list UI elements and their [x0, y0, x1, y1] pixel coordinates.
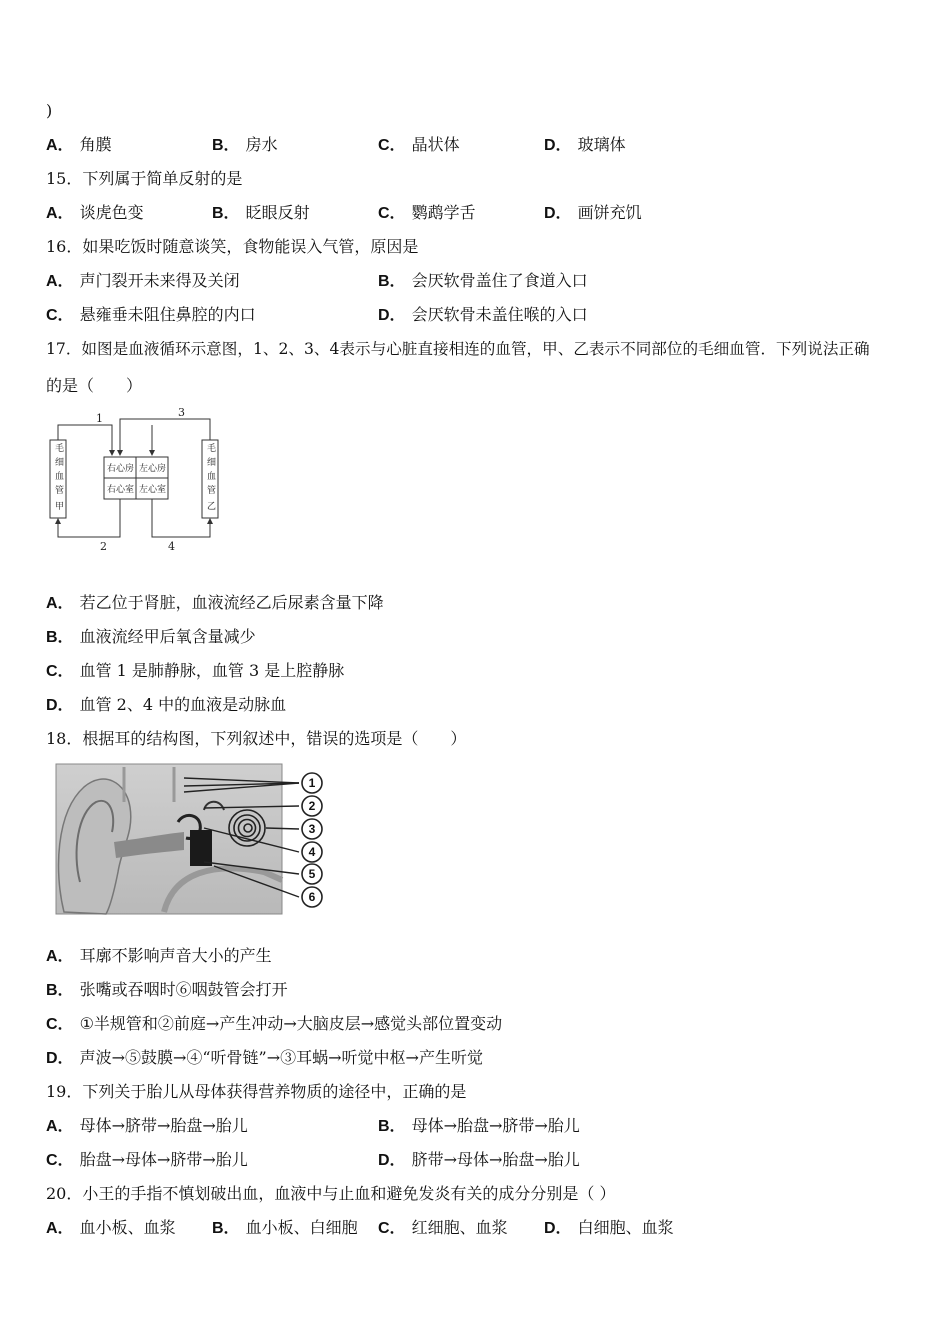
left-box-char-2: 细 [55, 458, 65, 468]
ear-label-5-text: 5 [308, 867, 316, 881]
right-box-char-5: 乙 [207, 502, 217, 512]
vessel-label-2: 2 [100, 540, 107, 553]
q15-stem: 15．下列属于简单反射的是 [46, 169, 243, 188]
ear-label-2-text: 2 [308, 799, 316, 813]
q16-option-c[interactable]: C． 悬雍垂未阻住鼻腔的内口 [46, 305, 256, 324]
heart-right-ventricle: 右心室 [107, 485, 135, 495]
ear-label-6-text: 6 [308, 890, 316, 904]
ear-label-1-text: 1 [308, 776, 316, 790]
q14-option-a[interactable]: A． 角膜 [46, 135, 112, 154]
q15-option-b[interactable]: B． 眨眼反射 [212, 203, 310, 222]
q16-option-d[interactable]: D． 会厌软骨未盖住喉的入口 [378, 305, 588, 324]
q19-stem: 19．下列关于胎儿从母体获得营养物质的途径中，正确的是 [46, 1082, 467, 1101]
q18-option-b[interactable]: B． 张嘴或吞咽时⑥咽鼓管会打开 [46, 980, 288, 999]
vessel-label-4: 4 [168, 540, 175, 553]
q16-option-b[interactable]: B． 会厌软骨盖住了食道入口 [378, 271, 588, 290]
q14-option-b[interactable]: B． 房水 [212, 135, 278, 154]
q15-option-c[interactable]: C． 鹦鹉学舌 [378, 203, 476, 222]
left-box-char-5: 甲 [55, 502, 65, 512]
q16-stem: 16．如果吃饭时随意谈笑，食物能误入气管，原因是 [46, 237, 419, 256]
vessel-label-3: 3 [178, 406, 185, 419]
q20-option-c[interactable]: C． 红细胞、血浆 [378, 1218, 508, 1237]
ear-label-4-text: 4 [308, 845, 316, 859]
q17-stem-line2: 的是（ ） [46, 376, 143, 395]
q17-option-b[interactable]: B． 血液流经甲后氧含量减少 [46, 627, 256, 646]
q20-option-d[interactable]: D． 白细胞、血浆 [544, 1218, 674, 1237]
right-box-char-1: 毛 [207, 444, 217, 454]
q15-option-a[interactable]: A． 谈虎色变 [46, 203, 144, 222]
heart-left-atrium: 左心房 [139, 464, 167, 474]
left-box-char-1: 毛 [55, 444, 65, 454]
q17-option-c[interactable]: C． 血管 1 是肺静脉，血管 3 是上腔静脉 [46, 661, 345, 680]
q18-option-c[interactable]: C． ①半规管和②前庭→产生冲动→大脑皮层→感觉头部位置变动 [46, 1014, 503, 1033]
blood-circulation-diagram [40, 405, 250, 555]
q19-option-c[interactable]: C． 胎盘→母体→脐带→胎儿 [46, 1150, 248, 1169]
q19-option-d[interactable]: D． 脐带→母体→胎盘→胎儿 [378, 1150, 580, 1169]
ear-structure-diagram [54, 762, 329, 918]
heart-right-atrium: 右心房 [107, 464, 135, 474]
q20-stem: 20．小王的手指不慎划破出血，血液中与止血和避免发炎有关的成分分别是（ ） [46, 1184, 616, 1203]
q17-option-d[interactable]: D． 血管 2、4 中的血液是动脉血 [46, 695, 287, 714]
continued-paren: ) [46, 101, 53, 120]
right-box-char-3: 血 [207, 472, 217, 482]
ear-label-3-text: 3 [308, 822, 316, 836]
left-box-char-4: 管 [55, 486, 65, 496]
q17-option-a[interactable]: A． 若乙位于肾脏，血液流经乙后尿素含量下降 [46, 593, 384, 612]
q19-option-b[interactable]: B． 母体→胎盘→脐带→胎儿 [378, 1116, 580, 1135]
q15-option-d[interactable]: D． 画饼充饥 [544, 203, 642, 222]
right-box-char-4: 管 [207, 486, 217, 496]
q20-option-b[interactable]: B． 血小板、白细胞 [212, 1218, 358, 1237]
left-box-char-3: 血 [55, 472, 65, 482]
q14-option-c[interactable]: C． 晶状体 [378, 135, 460, 154]
q16-option-a[interactable]: A． 声门裂开未来得及关闭 [46, 271, 240, 290]
heart-left-ventricle: 左心室 [139, 485, 167, 495]
q18-stem: 18．根据耳的结构图，下列叙述中，错误的选项是（ ） [46, 729, 467, 748]
q19-option-a[interactable]: A． 母体→脐带→胎盘→胎儿 [46, 1116, 248, 1135]
q18-option-d[interactable]: D． 声波→⑤鼓膜→④“听骨链”→③耳蜗→听觉中枢→产生听觉 [46, 1048, 483, 1067]
q20-option-a[interactable]: A． 血小板、血浆 [46, 1218, 176, 1237]
vessel-label-1: 1 [96, 412, 103, 425]
q17-stem-line1: 17．如图是血液循环示意图，1、2、3、4表示与心脏直接相连的血管，甲、乙表示不同部位的毛细血管．下列说法正确 [46, 340, 870, 358]
right-box-char-2: 细 [207, 458, 217, 468]
q18-option-a[interactable]: A． 耳廓不影响声音大小的产生 [46, 946, 272, 965]
q14-option-d[interactable]: D． 玻璃体 [544, 135, 626, 154]
